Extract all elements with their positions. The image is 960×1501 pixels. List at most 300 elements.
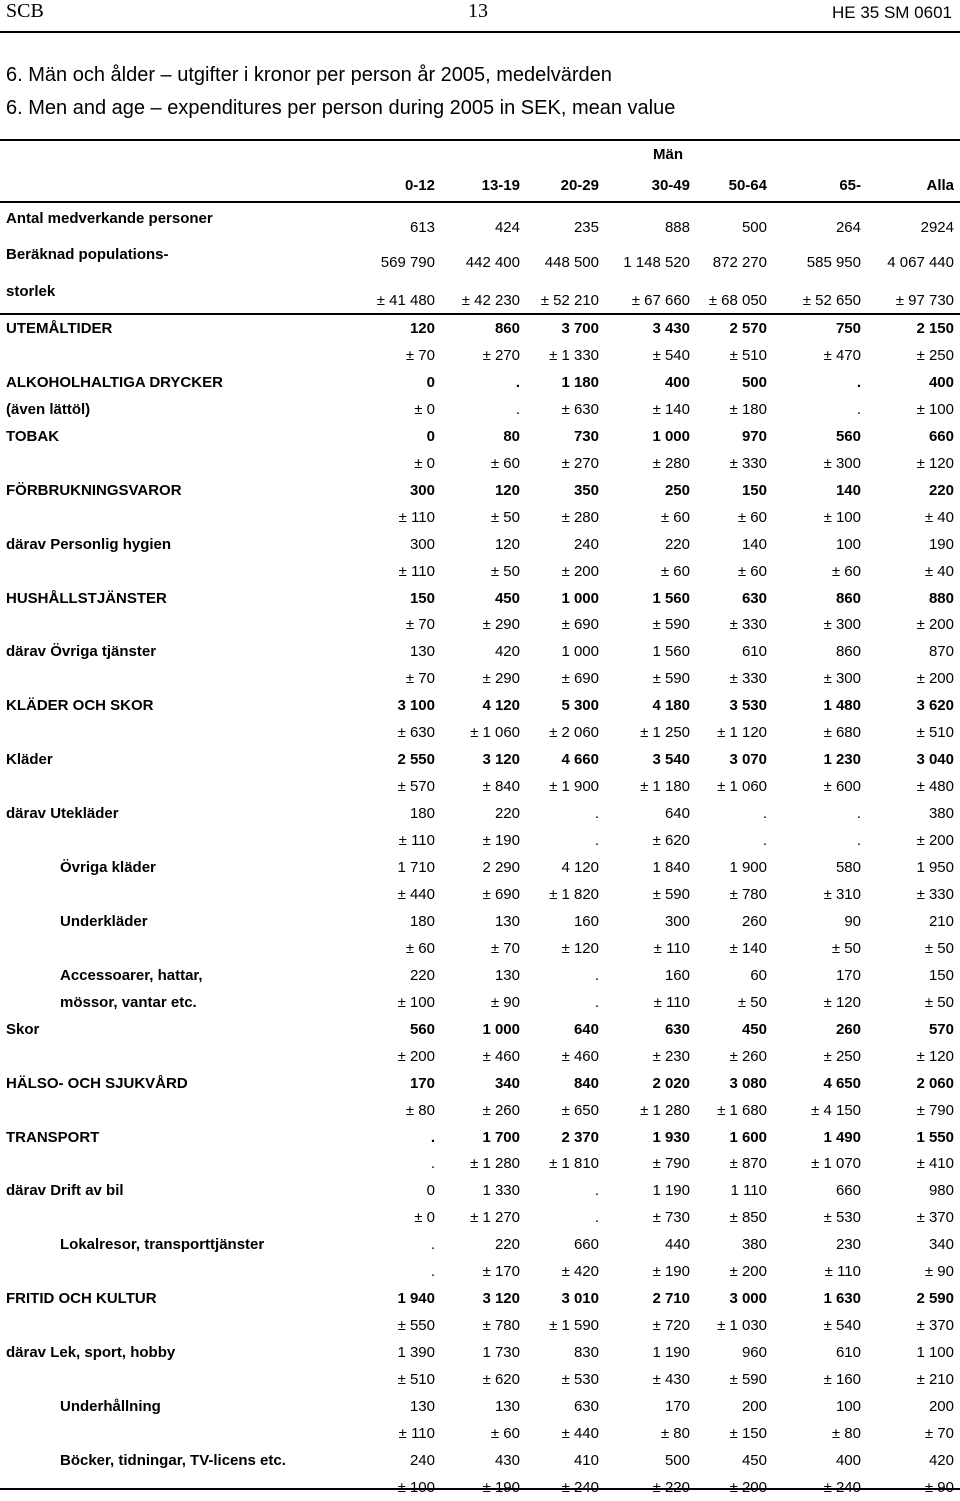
cell-6: ± 50 — [924, 993, 954, 1011]
cell-2: 2 370 — [561, 1128, 599, 1146]
table-row-error — [0, 1425, 960, 1447]
cell-0: ± 110 — [398, 1424, 435, 1442]
cell-4: ± 330 — [729, 670, 767, 688]
cell-4: 450 — [741, 1020, 767, 1038]
cell-1: 1 000 — [482, 1020, 520, 1038]
cell-2: ± 1 330 — [549, 346, 599, 364]
cell-0: 130 — [409, 643, 435, 661]
cell-6: 190 — [928, 535, 954, 553]
cell-1: ± 460 — [482, 1047, 520, 1065]
cell-4: 150 — [741, 481, 767, 499]
cell-1: 340 — [494, 1074, 520, 1092]
cell-5: 100 — [835, 1398, 861, 1415]
cell-3: 3 430 — [652, 320, 690, 337]
cell-0: ± 110 — [398, 562, 435, 580]
cell-4: ± 60 — [737, 562, 767, 580]
cell-4: ± 260 — [729, 1047, 767, 1065]
cell-5: ± 680 — [823, 724, 861, 742]
cell-5: 585 950 — [806, 254, 861, 271]
cell-0: 2 550 — [397, 751, 435, 769]
table-row — [0, 1021, 960, 1043]
column-header-4: 50-64 — [728, 177, 767, 194]
cell-5: ± 60 — [831, 562, 861, 580]
table-row-error — [0, 832, 960, 854]
cell-3: 2 710 — [652, 1290, 690, 1308]
cell-1: ± 620 — [482, 1371, 520, 1389]
cell-5: 610 — [835, 1344, 861, 1362]
cell-6: ± 330 — [916, 885, 954, 903]
table-row-error — [0, 940, 960, 962]
cell-6: ± 40 — [924, 508, 954, 526]
cell-3: 888 — [664, 219, 690, 236]
cell-4: ± 330 — [729, 616, 767, 634]
cell-4: 500 — [741, 219, 767, 236]
cell-1: ± 780 — [482, 1317, 520, 1335]
cell-3: ± 790 — [652, 1155, 690, 1173]
cell-5: 100 — [835, 535, 861, 553]
cell-4: ± 510 — [729, 346, 767, 364]
cell-1: 424 — [494, 219, 520, 236]
cell-6: 870 — [928, 643, 954, 661]
cell-1: 3 120 — [482, 1290, 520, 1308]
cell-0: ± 550 — [397, 1317, 435, 1335]
cell-2: 660 — [573, 1236, 599, 1254]
cell-6: 3 620 — [916, 697, 954, 715]
cell-0: . — [430, 1155, 435, 1173]
cell-2: 830 — [573, 1344, 599, 1362]
cell-3: 3 540 — [652, 751, 690, 769]
cell-2: ± 690 — [561, 670, 599, 688]
cell-3: 500 — [664, 1451, 690, 1469]
cell-2: 3 010 — [561, 1290, 599, 1308]
participants-row — [0, 219, 960, 241]
cell-4: 1 900 — [729, 859, 767, 876]
cell-3: ± 730 — [652, 1209, 690, 1227]
cell-6: ± 120 — [916, 1047, 954, 1065]
cell-0: 560 — [409, 1020, 435, 1038]
cell-5: 230 — [835, 1236, 861, 1254]
cell-0: ± 0 — [414, 454, 435, 472]
cell-4: ± 850 — [729, 1209, 767, 1227]
cell-5: ± 160 — [823, 1371, 861, 1389]
cell-1: 120 — [494, 535, 520, 553]
cell-1: ± 1 280 — [470, 1155, 520, 1173]
cell-4: 3 000 — [729, 1290, 767, 1308]
table-row — [0, 536, 960, 558]
cell-1: ± 60 — [490, 1424, 520, 1442]
cell-6: ± 90 — [924, 1263, 954, 1281]
cell-3: ± 280 — [652, 454, 690, 472]
cell-2: 840 — [573, 1074, 599, 1092]
table-row — [0, 1075, 960, 1097]
cell-0: ± 110 — [398, 832, 435, 850]
cell-0: 3 100 — [397, 697, 435, 715]
cell-3: 300 — [664, 912, 690, 930]
cell-0: . — [430, 1236, 435, 1254]
cell-3: ± 1 280 — [640, 1101, 690, 1119]
cell-6: ± 200 — [916, 832, 954, 850]
cell-5: ± 300 — [823, 616, 861, 634]
cell-1: ± 190 — [482, 832, 520, 850]
cell-3: ± 540 — [652, 346, 690, 364]
table-row — [0, 320, 960, 342]
cell-5: 264 — [835, 219, 861, 236]
table-title-english: 6. Men and age – expenditures per person during 2005 in SEK, mean value — [6, 97, 676, 119]
cell-2: 410 — [573, 1451, 599, 1469]
cell-2: ± 1 900 — [549, 778, 599, 796]
cell-6: 1 550 — [916, 1128, 954, 1146]
cell-3: 170 — [664, 1398, 690, 1415]
cell-5: 560 — [835, 427, 861, 445]
cell-4: . — [762, 805, 767, 823]
cell-0: ± 510 — [397, 1371, 435, 1389]
cell-4: 260 — [741, 912, 767, 930]
column-header-0: 0-12 — [404, 177, 435, 194]
cell-3: 1 930 — [652, 1128, 690, 1146]
table-row-error — [0, 563, 960, 585]
cell-3: 440 — [664, 1236, 690, 1254]
cell-5: ± 300 — [823, 454, 861, 472]
header-rule — [0, 31, 960, 33]
report-code: HE 35 SM 0601 — [831, 3, 952, 22]
cell-4: ± 1 120 — [717, 724, 767, 742]
cell-0: 1 390 — [397, 1344, 435, 1362]
cell-4: ± 1 030 — [717, 1317, 767, 1335]
cell-6: 570 — [928, 1020, 954, 1038]
cell-4: 140 — [741, 535, 767, 553]
cell-5: 90 — [844, 912, 861, 930]
cell-2: ± 1 810 — [549, 1155, 599, 1173]
cell-0: ± 200 — [397, 1047, 435, 1065]
row-label: Lokalresor, transporttjänster — [60, 1236, 265, 1254]
cell-1: ± 1 270 — [470, 1209, 520, 1227]
cell-0: 1 710 — [397, 859, 435, 876]
cell-2: ± 1 820 — [549, 885, 599, 903]
cell-6: 1 100 — [916, 1344, 954, 1362]
cell-1: ± 170 — [482, 1263, 520, 1281]
cell-0: 150 — [409, 589, 435, 607]
cell-2: 3 700 — [561, 320, 599, 337]
cell-2: 160 — [573, 912, 599, 930]
cell-0: 0 — [426, 373, 435, 391]
cell-6: ± 250 — [916, 346, 954, 364]
cell-1: ± 260 — [482, 1101, 520, 1119]
table-row — [0, 1452, 960, 1474]
cell-5: ± 530 — [823, 1209, 861, 1227]
page-number: 13 — [468, 0, 488, 22]
cell-0: 170 — [409, 1074, 435, 1092]
cell-2: 350 — [573, 481, 599, 499]
row-label: Skor — [6, 1020, 40, 1038]
cell-6: ± 200 — [916, 616, 954, 634]
cell-2: ± 630 — [561, 400, 599, 418]
table-title-swedish: 6. Män och ålder – utgifter i kronor per person år 2005, medelvärden — [6, 64, 612, 86]
cell-6: ± 370 — [916, 1209, 954, 1227]
row-label: KLÄDER OCH SKOR — [6, 697, 154, 715]
cell-1: 120 — [494, 481, 520, 499]
cell-0: ± 630 — [397, 724, 435, 742]
cell-3: ± 430 — [652, 1371, 690, 1389]
cell-1: 442 400 — [465, 254, 520, 271]
table-row-error — [0, 1263, 960, 1285]
cell-4: ± 50 — [737, 993, 767, 1011]
row-label: HUSHÅLLSTJÄNSTER — [6, 589, 167, 607]
cell-3: ± 60 — [660, 508, 690, 526]
cell-5: ± 4 150 — [811, 1101, 861, 1119]
cell-1: ± 90 — [490, 993, 520, 1011]
cell-6: 220 — [928, 481, 954, 499]
cell-0: ± 70 — [405, 616, 435, 634]
cell-1: ± 42 230 — [461, 292, 520, 309]
cell-2: . — [594, 1182, 599, 1200]
cell-2: ± 200 — [561, 562, 599, 580]
population-label-line2: storlek — [6, 283, 56, 300]
cell-4: 970 — [741, 427, 767, 445]
table-row-error — [0, 724, 960, 746]
row-label: Övriga kläder — [60, 859, 156, 876]
cell-4: 60 — [750, 966, 767, 984]
column-header-3: 30-49 — [651, 177, 690, 194]
cell-1: 430 — [494, 1451, 520, 1469]
cell-4: 3 530 — [729, 697, 767, 715]
table-row — [0, 590, 960, 612]
cell-4: 1 600 — [729, 1128, 767, 1146]
cell-6: ± 50 — [924, 939, 954, 957]
cell-0: ± 0 — [414, 400, 435, 418]
cell-0: 0 — [426, 1182, 435, 1200]
cell-2: ± 2 060 — [549, 724, 599, 742]
cell-6: ± 790 — [916, 1101, 954, 1119]
table-row-error — [0, 616, 960, 638]
publisher-label: SCB — [6, 0, 44, 22]
cell-3: ± 590 — [652, 616, 690, 634]
cell-0: ± 100 — [397, 993, 435, 1011]
cell-2: ± 270 — [561, 454, 599, 472]
table-row-error — [0, 455, 960, 477]
table-top-rule — [0, 139, 960, 141]
row-label: därav Lek, sport, hobby — [6, 1344, 176, 1362]
cell-0: ± 570 — [397, 778, 435, 796]
cell-1: ± 70 — [490, 939, 520, 957]
cell-0: 0 — [426, 427, 435, 445]
cell-3: 2 020 — [652, 1074, 690, 1092]
cell-1: ± 290 — [482, 670, 520, 688]
cell-4: 500 — [741, 373, 767, 391]
cell-4: ± 870 — [729, 1155, 767, 1173]
cell-3: ± 110 — [653, 993, 690, 1011]
cell-6: ± 210 — [916, 1371, 954, 1389]
cell-5: 860 — [835, 643, 861, 661]
cell-5: 1 630 — [823, 1290, 861, 1308]
table-row-error — [0, 1371, 960, 1393]
cell-1: 4 120 — [482, 697, 520, 715]
cell-3: ± 110 — [653, 939, 690, 957]
cell-0: 240 — [409, 1451, 435, 1469]
cell-1: 420 — [494, 643, 520, 661]
cell-4: ± 180 — [729, 400, 767, 418]
page-header — [0, 0, 960, 24]
cell-5: . — [856, 400, 861, 418]
table-row-error — [0, 994, 960, 1016]
column-header-1: 13-19 — [481, 177, 520, 194]
cell-1: ± 50 — [490, 508, 520, 526]
cell-4: ± 68 050 — [708, 292, 767, 309]
cell-3: ± 190 — [652, 1263, 690, 1281]
cell-5: . — [856, 832, 861, 850]
cell-5: ± 110 — [824, 1263, 861, 1281]
cell-2: 235 — [573, 219, 599, 236]
cell-4: ± 60 — [737, 508, 767, 526]
cell-5: . — [856, 373, 861, 391]
cell-0: ± 80 — [405, 1101, 435, 1119]
cell-6: ± 510 — [916, 724, 954, 742]
cell-0: ± 70 — [405, 670, 435, 688]
table-row-error — [0, 1155, 960, 1177]
table-bottom-rule — [0, 1488, 960, 1490]
cell-0: 180 — [409, 912, 435, 930]
cell-6: 150 — [928, 966, 954, 984]
cell-2: ± 440 — [561, 1424, 599, 1442]
cell-3: ± 1 250 — [640, 724, 690, 742]
cell-5: 860 — [835, 589, 861, 607]
cell-4: 3 070 — [729, 751, 767, 769]
cell-3: ± 590 — [652, 885, 690, 903]
cell-3: ± 80 — [660, 1424, 690, 1442]
cell-5: ± 52 650 — [802, 292, 861, 309]
cell-1: ± 290 — [482, 616, 520, 634]
cell-2: 640 — [573, 1020, 599, 1038]
cell-0: ± 70 — [405, 346, 435, 364]
cell-4: . — [762, 832, 767, 850]
row-label: Kläder — [6, 751, 53, 769]
cell-0: 1 940 — [397, 1290, 435, 1308]
cell-6: 2 150 — [916, 320, 954, 337]
cell-2: ± 280 — [561, 508, 599, 526]
cell-0: . — [430, 1128, 435, 1146]
cell-3: 1 560 — [652, 643, 690, 661]
cell-6: 4 067 440 — [887, 254, 954, 271]
cell-6: 340 — [928, 1236, 954, 1254]
cell-4: 630 — [741, 589, 767, 607]
cell-4: 960 — [741, 1344, 767, 1362]
table-row — [0, 1182, 960, 1204]
table-row — [0, 374, 960, 396]
table-row-error — [0, 1209, 960, 1231]
cell-5: 1 230 — [823, 751, 861, 769]
cell-1: ± 1 060 — [470, 724, 520, 742]
cell-3: ± 720 — [652, 1317, 690, 1335]
table-row — [0, 428, 960, 450]
cell-6: ± 40 — [924, 562, 954, 580]
cell-2: 1 180 — [561, 373, 599, 391]
cell-5: 400 — [835, 1451, 861, 1469]
column-header-2: 20-29 — [560, 177, 599, 194]
cell-1: ± 270 — [482, 346, 520, 364]
cell-6: ± 70 — [924, 1424, 954, 1442]
cell-3: ± 140 — [652, 400, 690, 418]
cell-0: 613 — [409, 219, 435, 236]
cell-3: 400 — [664, 373, 690, 391]
cell-2: 4 120 — [561, 859, 599, 876]
cell-1: 860 — [494, 320, 520, 337]
cell-4: 872 270 — [712, 254, 767, 271]
table-row — [0, 913, 960, 935]
table-row-error — [0, 886, 960, 908]
table-row — [0, 751, 960, 773]
group-header: Män — [653, 146, 683, 163]
cell-4: ± 330 — [729, 454, 767, 472]
cell-0: 120 — [409, 320, 435, 337]
cell-4: 450 — [741, 1451, 767, 1469]
cell-1: ± 840 — [482, 778, 520, 796]
table-row — [0, 1129, 960, 1151]
cell-2: 630 — [573, 1398, 599, 1415]
table-row-error — [0, 1102, 960, 1124]
cell-5: . — [856, 805, 861, 823]
cell-6: 980 — [928, 1182, 954, 1200]
cell-6: 3 040 — [916, 751, 954, 769]
cell-2: ± 120 — [561, 939, 599, 957]
row-label: Accessoarer, hattar, — [60, 966, 203, 984]
table-row-error — [0, 670, 960, 692]
cell-0: ± 0 — [414, 1209, 435, 1227]
cell-3: ± 230 — [652, 1047, 690, 1065]
cell-0: ± 41 480 — [376, 292, 435, 309]
cell-2: 730 — [573, 427, 599, 445]
cell-5: 1 480 — [823, 697, 861, 715]
cell-1: 220 — [494, 805, 520, 823]
cell-3: ± 620 — [652, 832, 690, 850]
row-label: därav Drift av bil — [6, 1182, 124, 1200]
cell-0: 300 — [409, 535, 435, 553]
cell-6: ± 200 — [916, 670, 954, 688]
cell-0: . — [430, 1263, 435, 1281]
cell-2: ± 420 — [561, 1263, 599, 1281]
cell-0: 130 — [409, 1398, 435, 1415]
cell-2: . — [594, 993, 599, 1011]
cell-3: 630 — [664, 1020, 690, 1038]
cell-4: 200 — [741, 1398, 767, 1415]
population-error-row — [0, 292, 960, 314]
table-row-error — [0, 401, 960, 423]
cell-3: 1 190 — [652, 1182, 690, 1200]
cell-1: 2 290 — [482, 859, 520, 876]
cell-0: 569 790 — [380, 254, 435, 271]
cell-3: 160 — [664, 966, 690, 984]
cell-2: 1 000 — [561, 589, 599, 607]
cell-3: 1 560 — [652, 589, 690, 607]
cell-4: ± 200 — [729, 1263, 767, 1281]
cell-1: ± 690 — [482, 885, 520, 903]
table-row-error — [0, 1048, 960, 1070]
row-label: Böcker, tidningar, TV-licens etc. — [60, 1451, 286, 1469]
row-label: UTEMÅLTIDER — [6, 320, 113, 337]
row-label: TOBAK — [6, 427, 60, 445]
row-label: Underkläder — [60, 912, 148, 930]
cell-2: ± 1 590 — [549, 1317, 599, 1335]
table-row-error — [0, 347, 960, 369]
cell-4: ± 780 — [729, 885, 767, 903]
cell-5: ± 310 — [823, 885, 861, 903]
cell-1: 220 — [494, 1236, 520, 1254]
cell-0: ± 110 — [398, 508, 435, 526]
cell-2: . — [594, 966, 599, 984]
cell-4: 380 — [741, 1236, 767, 1254]
cell-6: 210 — [928, 912, 954, 930]
cell-6: ± 480 — [916, 778, 954, 796]
cell-5: 4 650 — [823, 1074, 861, 1092]
table-row-error — [0, 778, 960, 800]
